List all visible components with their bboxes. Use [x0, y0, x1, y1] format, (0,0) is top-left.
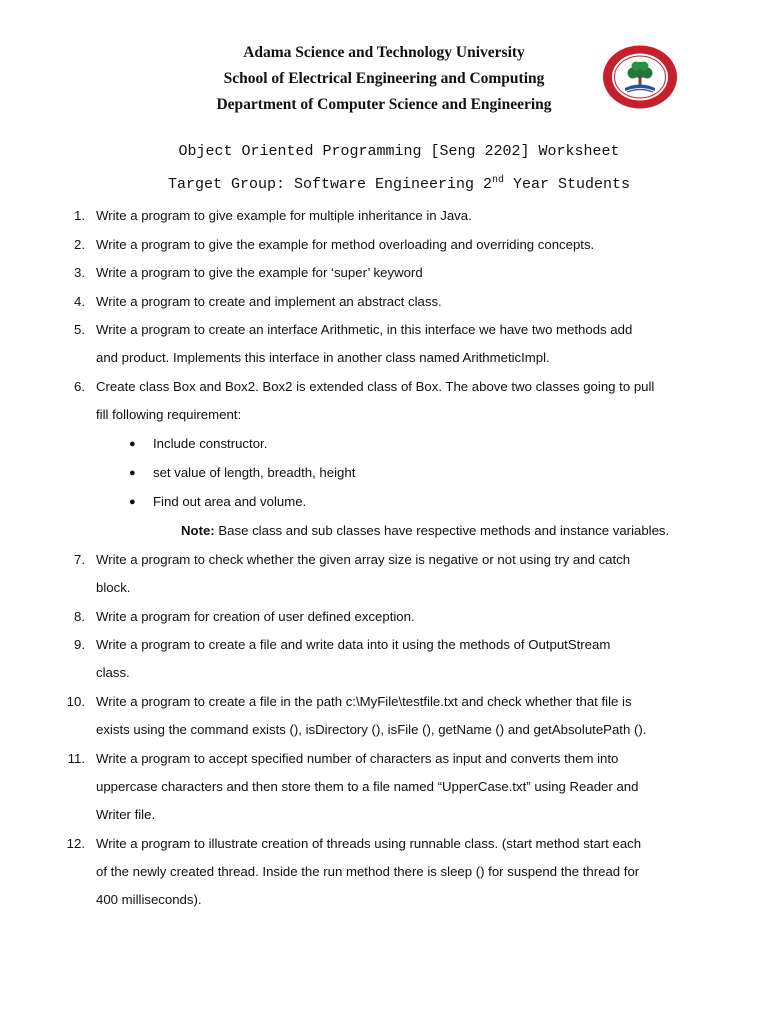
department-name: Department of Computer Science and Engineering: [216, 96, 552, 113]
q6-note: Note: Base class and sub classes have respective methods and instance variables.: [181, 523, 670, 538]
list-item-continuation: and product. Implements this interface in another class named ArithmeticImpl.: [96, 350, 550, 365]
bullet-icon: ●: [129, 438, 136, 450]
list-item: 10. Write a program to create a file in the path c:\MyFile\testfile.txt and check whether that file is: [66, 694, 632, 709]
bullet-icon: ●: [129, 496, 136, 508]
list-item: 5. Write a program to create an interface Arithmetic, in this interface we have two methods add: [74, 322, 633, 337]
bullet-item: ● Find out area and volume.: [0, 492, 768, 512]
bullet-icon: ●: [129, 467, 136, 479]
list-item-continuation: fill following requirement:: [96, 407, 242, 422]
list-item-continuation: of the newly created thread. Inside the run method there is sleep () for suspend the thread for: [96, 864, 640, 879]
list-item: 12. Write a program to illustrate creation of threads using runnable class. (start method start each: [66, 836, 642, 851]
list-item: 3. Write a program to give the example for ‘super’ keyword: [74, 265, 423, 280]
university-name: Adama Science and Technology University: [243, 44, 525, 61]
list-item-continuation: 400 milliseconds).: [96, 892, 202, 907]
bullet-item: ● Include constructor.: [0, 434, 768, 454]
university-seal-icon: [601, 44, 679, 110]
list-item: 11. Write a program to accept specified number of characters as input and converts them into: [67, 751, 619, 766]
list-item: 6. Create class Box and Box2. Box2 is extended class of Box. The above two classes going to pull: [74, 379, 655, 394]
list-item-continuation: Writer file.: [96, 807, 156, 822]
list-item: 7. Write a program to check whether the given array size is negative or not using try and catch: [74, 552, 631, 567]
list-item-continuation: class.: [96, 665, 130, 680]
list-item-continuation: block.: [96, 580, 131, 595]
list-item: 2. Write a program to give the example for method overloading and overriding concepts.: [74, 237, 595, 252]
list-item-continuation: exists using the command exists (), isDirectory (), isFile (), getName () and getAbsolutePath ().: [96, 722, 647, 737]
worksheet-title: Object Oriented Programming [Seng 2202] Worksheet: [178, 143, 620, 160]
list-item: 8. Write a program for creation of user defined exception.: [74, 609, 415, 624]
list-item: 4. Write a program to create and implement an abstract class.: [74, 294, 442, 309]
list-item-continuation: uppercase characters and then store them to a file named “UpperCase.txt” using Reader and: [96, 779, 639, 794]
list-item: 9. Write a program to create a file and write data into it using the methods of OutputStream: [74, 637, 611, 652]
target-group: Target Group: Software Engineering 2nd Year Students: [167, 175, 631, 193]
list-item: 1. Write a program to give example for multiple inheritance in Java.: [74, 208, 472, 223]
bullet-item: ● set value of length, breadth, height: [0, 463, 768, 483]
school-name: School of Electrical Engineering and Computing: [223, 70, 545, 87]
